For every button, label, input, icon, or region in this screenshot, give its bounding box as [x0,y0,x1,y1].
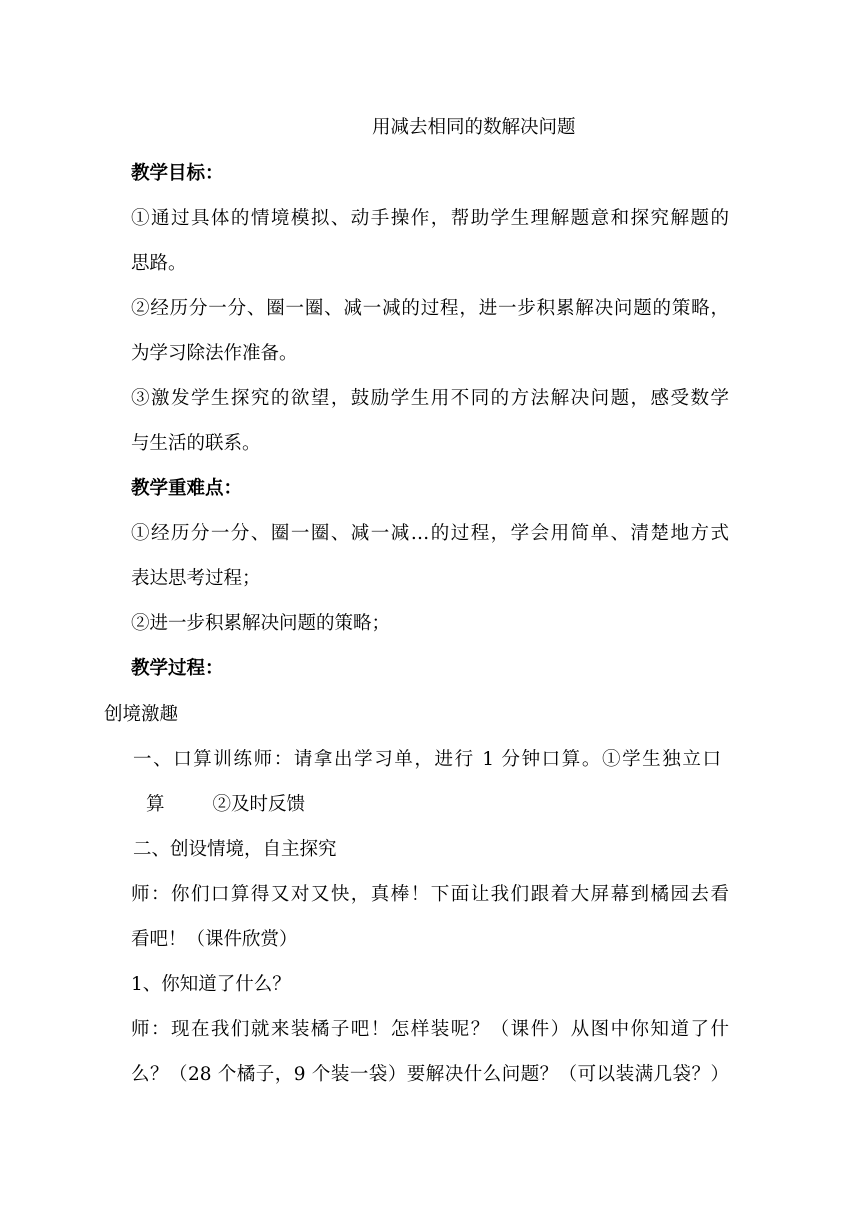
document-title: 用减去相同的数解决问题 [372,117,576,138]
goal-2-line-2: 为学习除法作准备。 [131,343,298,364]
heading-teaching-goals: 教学目标： [131,163,224,184]
step-1-line-2-left: 算 [146,794,165,815]
teacher-1-line-1: 师：你们口算得又对又快，真棒！下面让我们跟着大屏幕到橘园去看 [131,884,729,905]
goal-1-line-1: ①通过具体的情境模拟、动手操作，帮助学生理解题意和探究解题的 [131,208,729,229]
goal-3-line-1: ③激发学生探究的欲望，鼓励学生用不同的方法解决问题，感受数学 [131,388,729,409]
key-point-1-line-2: 表达思考过程； [131,568,261,589]
question-1: 1、你知道了什么？ [131,974,291,995]
heading-teaching-process: 教学过程： [131,658,224,679]
section-intro: 创境激趣 [104,704,179,725]
goal-1-line-2: 思路。 [131,253,187,274]
goal-3-line-2: 与生活的联系。 [131,433,261,454]
step-1-line-2 [146,792,305,818]
goal-2-line-1: ②经历分一分、圈一圈、减一减的过程，进一步积累解决问题的策略， [131,298,729,319]
step-1-line-1: 一、口算训练师：请拿出学习单，进行 1 分钟口算。①学生独立口 [133,749,721,770]
key-point-1-line-1: ①经历分一分、圈一圈、减一减…的过程，学会用简单、清楚地方式 [131,523,729,544]
key-point-2: ②进一步积累解决问题的策略； [131,613,391,634]
step-1-line-2-right: ②及时反馈 [212,794,306,815]
teacher-2-line-2: 么？（28 个橘子，9 个装一袋）要解决什么问题？（可以装满几袋？） [131,1064,729,1085]
heading-key-points: 教学重难点： [131,478,243,499]
teacher-2-line-1: 师：现在我们就来装橘子吧！怎样装呢？（课件）从图中你知道了什 [131,1019,729,1040]
step-2: 二、创设情境，自主探究 [133,839,337,860]
teacher-1-line-2: 看吧！（课件欣赏） [131,929,298,950]
